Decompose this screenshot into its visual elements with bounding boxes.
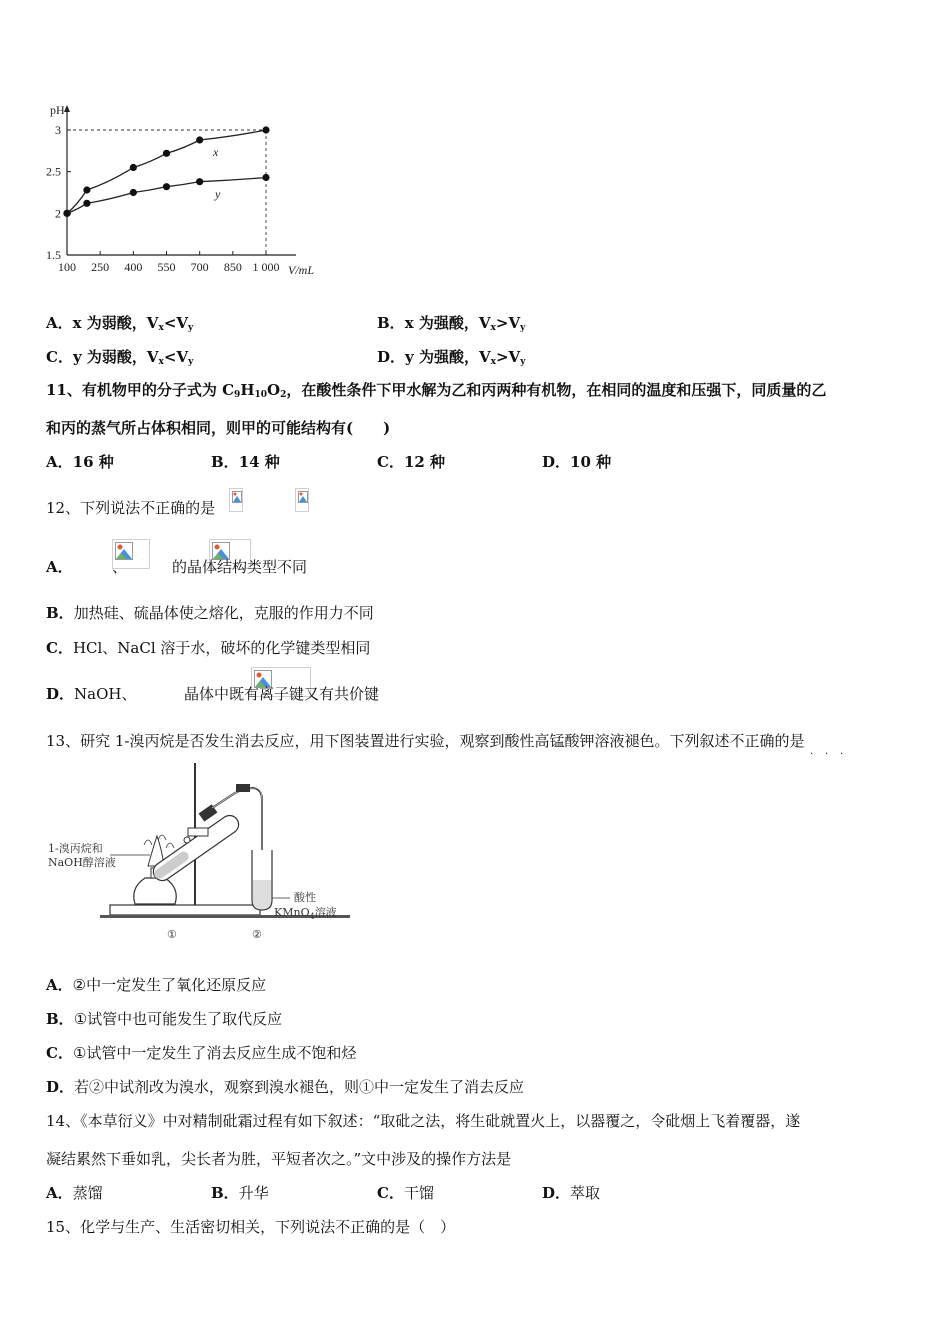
series-point-y bbox=[130, 189, 137, 196]
emphasis-dot: · bbox=[840, 749, 844, 760]
chart-axes bbox=[64, 105, 296, 255]
x-tick-label: 550 bbox=[157, 260, 176, 274]
subscript: y bbox=[520, 357, 526, 367]
option-text: 14 种 bbox=[238, 453, 280, 471]
subscript: x bbox=[490, 357, 496, 367]
option-text: >V bbox=[495, 348, 521, 366]
x-tick-label: 700 bbox=[190, 260, 209, 274]
option-text: 10 种 bbox=[570, 453, 612, 471]
option-text: 16 种 bbox=[72, 453, 114, 471]
ph-volume-chart bbox=[40, 100, 340, 285]
q14-option-b[interactable] bbox=[211, 1182, 269, 1203]
option-text: >V bbox=[495, 314, 521, 332]
option-text: <V bbox=[163, 348, 189, 366]
series-point-x bbox=[262, 126, 269, 133]
q12-option-d-text: 晶体中既有离子键又有共价键 bbox=[184, 685, 380, 703]
q13-option-c[interactable] bbox=[46, 1042, 356, 1063]
option-letter: B． bbox=[46, 604, 74, 622]
option-text: 干馏 bbox=[403, 1184, 434, 1202]
subscript: 2 bbox=[280, 390, 287, 400]
option-letter: A． bbox=[46, 1184, 73, 1202]
q14-stem-line1: 14、《本草衍义》中对精制砒霜过程有如下叙述：“取砒之法，将生砒就置火上，以器覆之，令砒烟上飞着覆器，遂 bbox=[46, 1112, 801, 1130]
series-point-x bbox=[196, 136, 203, 143]
option-letter: A． bbox=[46, 314, 73, 332]
option-letter: A． bbox=[46, 976, 73, 994]
q12-option-c[interactable] bbox=[46, 637, 370, 658]
option-text: x 为强酸，V bbox=[404, 314, 491, 332]
x-tick-label: 850 bbox=[223, 260, 242, 274]
option-text: 蒸馏 bbox=[72, 1184, 103, 1202]
x-tick-label: 1 000 bbox=[252, 260, 280, 274]
alcohol-lamp bbox=[134, 878, 177, 904]
option-text: 12 种 bbox=[403, 453, 446, 471]
option-letter: B． bbox=[377, 314, 405, 332]
series-line-y bbox=[67, 178, 266, 214]
option-text: HCl、NaCl 溶于水，破坏的化学键类型相同 bbox=[72, 639, 371, 657]
x-tick-label: 400 bbox=[124, 260, 143, 274]
option-letter: D． bbox=[46, 1078, 75, 1096]
stem-text: 12、下列说法不正确的是 bbox=[46, 499, 216, 517]
clamp-screw bbox=[184, 837, 190, 843]
option-letter: D． bbox=[542, 1184, 571, 1202]
option-letter: B． bbox=[211, 1184, 239, 1202]
q14-option-c[interactable] bbox=[377, 1182, 434, 1203]
series-point-y bbox=[63, 210, 70, 217]
option-letter: C． bbox=[377, 453, 404, 471]
subscript: 9 bbox=[234, 390, 241, 400]
q14-option-d[interactable] bbox=[542, 1182, 600, 1203]
q10-option-b[interactable] bbox=[377, 312, 525, 333]
q13-stem bbox=[46, 730, 805, 751]
series-point-y bbox=[163, 183, 170, 190]
stem-text: 13、研究 1-溴丙烷是否发生消去反应，用下图装置进行实验，观察到酸性高锰酸钾溶液褪色。下列叙述 bbox=[46, 732, 730, 750]
series-point-x bbox=[83, 186, 90, 193]
option-letter: D． bbox=[542, 453, 571, 471]
series-label-x: x bbox=[213, 145, 219, 159]
q12-stem bbox=[46, 497, 215, 518]
q11-stem-line2: 和丙的蒸气所占体积相同，则甲的可能结构有( ) bbox=[46, 419, 391, 437]
reagent-label-1: 1-溴丙烷和 bbox=[48, 842, 103, 855]
kmno4-label: KMnO$_4$溶液 bbox=[274, 906, 337, 921]
q10-option-c[interactable] bbox=[46, 346, 193, 367]
q14-option-a[interactable] bbox=[46, 1182, 103, 1203]
stem-text: 有机物甲的分子式为 C bbox=[81, 381, 235, 399]
stem-text: O bbox=[267, 381, 281, 399]
option-text: y 为弱酸，V bbox=[72, 348, 159, 366]
q14-stem-line2: 凝结累然下垂如乳，尖长者为胜，平短者次之。”文中涉及的操作方法是 bbox=[46, 1150, 512, 1168]
series-point-y bbox=[262, 174, 269, 181]
x-tick-label: 250 bbox=[91, 260, 110, 274]
option-text: ②中一定发生了氧化还原反应 bbox=[72, 976, 267, 994]
option-text: ①试管中也可能发生了取代反应 bbox=[73, 1010, 283, 1028]
option-letter: C． bbox=[377, 1184, 404, 1202]
q12-option-a[interactable] bbox=[46, 556, 73, 577]
subscript: y bbox=[520, 323, 526, 333]
option-letter: C． bbox=[46, 1044, 73, 1062]
option-text: y 为强酸，V bbox=[405, 348, 491, 366]
option-letter: C． bbox=[46, 348, 73, 366]
reagent-label-2: NaOH醇溶液 bbox=[48, 856, 116, 869]
series-point-x bbox=[130, 164, 137, 171]
label-circled-2: ② bbox=[252, 928, 262, 941]
stand-base bbox=[110, 905, 260, 915]
x-axis-label: V/mL bbox=[288, 263, 315, 277]
q11-option-a[interactable] bbox=[46, 451, 114, 472]
rubber-joint bbox=[236, 784, 250, 792]
series-line-x bbox=[67, 130, 266, 213]
option-text: 加热硅、硫晶体使之熔化，克服的作用力不同 bbox=[73, 604, 374, 622]
series-label-y: y bbox=[215, 187, 221, 201]
q15-stem: 15、化学与生产、生活密切相关，下列说法不正确的是（ ） bbox=[46, 1218, 456, 1236]
option-text: 萃取 bbox=[570, 1184, 601, 1202]
subscript: x bbox=[158, 357, 164, 367]
q13-option-b[interactable] bbox=[46, 1008, 282, 1029]
emphasis-text: 不正确 bbox=[729, 732, 775, 750]
y-tick-label: 2.5 bbox=[46, 164, 61, 179]
option-text: <V bbox=[163, 314, 189, 332]
subscript: y bbox=[188, 323, 194, 333]
option-letter: B． bbox=[46, 1010, 74, 1028]
option-text: NaOH、 bbox=[74, 685, 137, 703]
y-axis-label: pH bbox=[50, 103, 65, 117]
option-letter: D． bbox=[46, 685, 75, 703]
stem-text: 的是 bbox=[774, 732, 805, 750]
q13-option-a[interactable] bbox=[46, 974, 266, 995]
option-text: 升华 bbox=[238, 1184, 269, 1202]
broken-image-icon bbox=[295, 488, 309, 512]
chart-series bbox=[63, 126, 269, 217]
x-tick-label: 100 bbox=[58, 260, 76, 274]
label-circled-1: ① bbox=[167, 928, 177, 941]
emphasis-dot: · bbox=[825, 749, 829, 760]
option-text: ①试管中一定发生了消去反应生成不饱和烃 bbox=[72, 1044, 357, 1062]
option-letter: A． bbox=[46, 453, 73, 471]
question-number: 11、 bbox=[46, 381, 82, 399]
q13-option-d[interactable] bbox=[46, 1076, 524, 1097]
q11-option-d[interactable] bbox=[542, 451, 611, 472]
subscript: 10 bbox=[254, 390, 268, 400]
option-text: 若②中试剂改为溴水，观察到溴水褪色，则①中一定发生了消去反应 bbox=[74, 1078, 525, 1096]
y-tick-label: 2 bbox=[55, 206, 61, 221]
subscript: x bbox=[490, 323, 496, 333]
q12-option-d[interactable] bbox=[46, 683, 136, 704]
option-letter: A． bbox=[46, 558, 73, 576]
emphasis-dot: · bbox=[810, 749, 814, 760]
q11-option-b[interactable] bbox=[211, 451, 280, 472]
y-axis-arrow bbox=[64, 105, 70, 112]
q10-option-a[interactable] bbox=[46, 312, 193, 333]
q11-stem bbox=[46, 379, 906, 400]
acid-label: 酸性 bbox=[294, 891, 316, 904]
option-letter: D． bbox=[377, 348, 406, 366]
option-letter: C． bbox=[46, 639, 73, 657]
q10-option-d[interactable] bbox=[377, 346, 525, 367]
y-tick-label: 1.5 bbox=[46, 248, 61, 262]
subscript: x bbox=[158, 323, 164, 333]
apparatus-diagram bbox=[40, 760, 360, 945]
stem-text: H bbox=[240, 381, 255, 399]
clamp bbox=[188, 828, 208, 836]
broken-image-icon bbox=[229, 488, 243, 512]
q12-option-b[interactable] bbox=[46, 602, 374, 623]
kmno4-liquid bbox=[253, 880, 271, 909]
stem-text: ，在酸性条件下甲水解为乙和丙两种有机物，在相同的温度和压强下，同质量的乙 bbox=[286, 381, 827, 399]
series-point-y bbox=[83, 200, 90, 207]
subscript: y bbox=[188, 357, 194, 367]
option-text: x 为弱酸，V bbox=[72, 314, 159, 332]
q12-option-a-text: 的晶体结构类型不同 bbox=[172, 558, 308, 576]
q11-option-c[interactable] bbox=[377, 451, 445, 472]
option-letter: B． bbox=[211, 453, 239, 471]
y-tick-label: 3 bbox=[55, 123, 61, 137]
q12-option-a-sep: 、 bbox=[112, 558, 128, 576]
series-point-x bbox=[163, 150, 170, 157]
series-point-y bbox=[196, 178, 203, 185]
